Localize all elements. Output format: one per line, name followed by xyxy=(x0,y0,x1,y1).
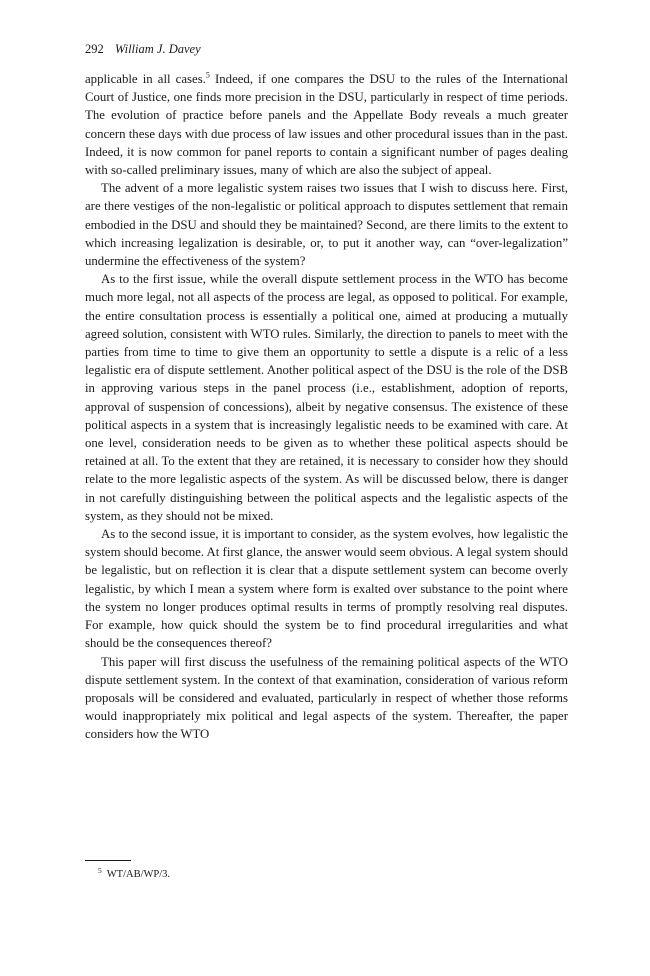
body-text xyxy=(85,70,568,744)
footnote-number: 5 xyxy=(98,865,102,875)
paragraph-4: As to the second issue, it is important to consider, as the system evolves, how legalistic the system should become. At first glance, the answer would seem obvious. A legal system should be legalistic, but on reflection it is clear that a dispute settlement system can become overly legalistic, by which I mean a system where form is exalted over substance to the point where the system no longer produces optimal results in terms of promptly resolving real disputes. For example, how quick should the system be to find procedural irregularities and what should be the consequences thereof? xyxy=(85,527,569,651)
running-head xyxy=(85,40,568,58)
paragraph-1-rest: Indeed, if one compares the DSU to the rules of the International Court of Justice, one finds more precision in the DSU, particularly in respect of time periods. The evolution of practice before panels and the Appellate Body reveals a much greater concern these days with due process of law issues and other procedural issues than in the past. Indeed, it is now common for panel reports to contain a significant number of pages dealing with so-called preliminary issues, many of which are also the subject of appeal. xyxy=(85,72,569,178)
paragraph-1 xyxy=(85,70,568,179)
page xyxy=(85,40,568,744)
paragraph-1-lead: applicable in all cases. xyxy=(85,72,206,86)
running-head-author: William J. Davey xyxy=(114,42,201,56)
page-number: 292 xyxy=(85,42,104,56)
footnote-divider xyxy=(85,860,131,861)
footnote xyxy=(98,865,171,882)
paragraph-5: This paper will first discuss the usefulness of the remaining political aspects of the WTO dispute settlement system. In the context of that examination, consideration of various reform proposals will be considered and evaluated, particularly in respect of whether those reforms would inappropriately mix political and legal aspects of the system. Thereafter, the paper considers how the WTO xyxy=(85,654,568,742)
paragraph-2: The advent of a more legalistic system raises two issues that I wish to discuss here. First, are there vestiges of the non-legalistic or political approach to disputes settlement that remain embodied in the DSU and should they be maintained? Second, are there limits to the extent to which increasing legalization is desirable, or, to put it another way, can “over-legalization” undermine the effectiveness of the system? xyxy=(85,181,568,269)
footnote-reference[interactable]: 5 xyxy=(205,70,210,80)
paragraph-3: As to the first issue, while the overall dispute settlement process in the WTO has become much more legal, not all aspects of the process are legal, as opposed to political. For example, the entire consultation process is essentially a political one, aimed at producing a mutually agreed solution, consistent with WTO rules. Similarly, the direction to panels to meet with the parties from time to time to give them an opportunity to settle a dispute is a relic of a less legalistic era of dispute settlement. Another political aspect of the DSU is the role of the DSB in approving various steps in the panel process (i.e., establishment, adoption of reports, approval of suspension of concessions), albeit by negative consensus. The existence of these political aspects in a system that is increasingly legalistic needs to be examined with care. At one level, consideration needs to be given as to whether these political aspects should be retained at all. To the extent that they are retained, it is necessary to consider how they should relate to the more legalistic aspects of the system. As will be discussed below, there is danger in not carefully distinguishing between the political aspects and the legalistic aspects of the system, as they should not be mixed. xyxy=(85,272,568,523)
footnote-text: WT/AB/WP/3. xyxy=(106,869,171,880)
